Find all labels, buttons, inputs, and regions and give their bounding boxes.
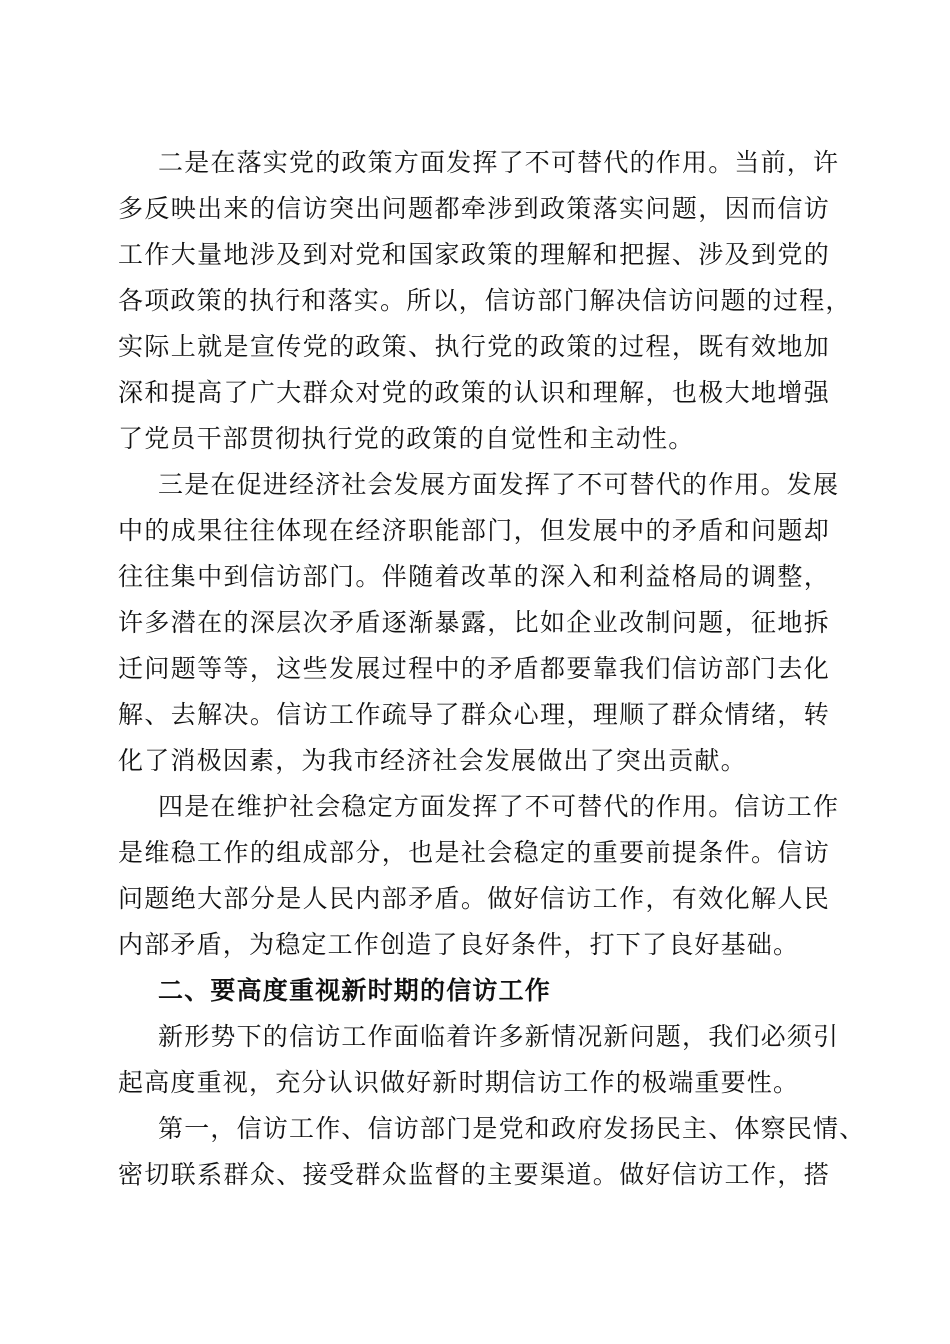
text-line: 新形势下的信访工作面临着许多新情况新问题，我们必须引 [158,1022,840,1051]
text-line: 迁问题等等，这些发展过程中的矛盾都要靠我们信访部门去化 [118,654,830,683]
text-line: 是维稳工作的组成部分，也是社会稳定的重要前提条件。信访 [118,838,830,867]
text-line: 三是在促进经济社会发展方面发挥了不可替代的作用。发展 [158,470,840,499]
text-line: 工作大量地涉及到对党和国家政策的理解和把握、涉及到党的 [118,240,830,269]
text-line: 许多潜在的深层次矛盾逐渐暴露，比如企业改制问题，征地拆 [118,608,830,637]
text-line: 问题绝大部分是人民内部矛盾。做好信访工作，有效化解人民 [118,884,830,913]
text-line: 往往集中到信访部门。伴随着改革的深入和利益格局的调整， [118,562,830,591]
text-line: 密切联系群众、接受群众监督的主要渠道。做好信访工作，搭 [118,1160,830,1189]
text-line: 起高度重视，充分认识做好新时期信访工作的极端重要性。 [118,1068,800,1097]
text-line: 解、去解决。信访工作疏导了群众心理，理顺了群众情绪，转 [118,700,830,729]
text-line: 四是在维护社会稳定方面发挥了不可替代的作用。信访工作 [158,792,840,821]
text-line: 了党员干部贯彻执行党的政策的自觉性和主动性。 [118,424,695,453]
text-line: 二是在落实党的政策方面发挥了不可替代的作用。当前，许 [158,148,840,177]
text-line: 第一，信访工作、信访部门是党和政府发扬民主、体察民情、 [158,1114,866,1143]
text-line: 实际上就是宣传党的政策、执行党的政策的过程，既有效地加 [118,332,830,361]
text-line: 多反映出来的信访突出问题都牵涉到政策落实问题，因而信访 [118,194,830,223]
text-line: 深和提高了广大群众对党的政策的认识和理解，也极大地增强 [118,378,830,407]
text-line: 各项政策的执行和落实。所以，信访部门解决信访问题的过程， [118,286,852,315]
text-line: 化了消极因素，为我市经济社会发展做出了突出贡献。 [118,746,747,775]
section-heading: 二、要高度重视新时期的信访工作 [158,976,552,1005]
text-line: 内部矛盾，为稳定工作创造了良好条件，打下了良好基础。 [118,930,800,959]
text-line: 中的成果往往体现在经济职能部门，但发展中的矛盾和问题却 [118,516,830,545]
